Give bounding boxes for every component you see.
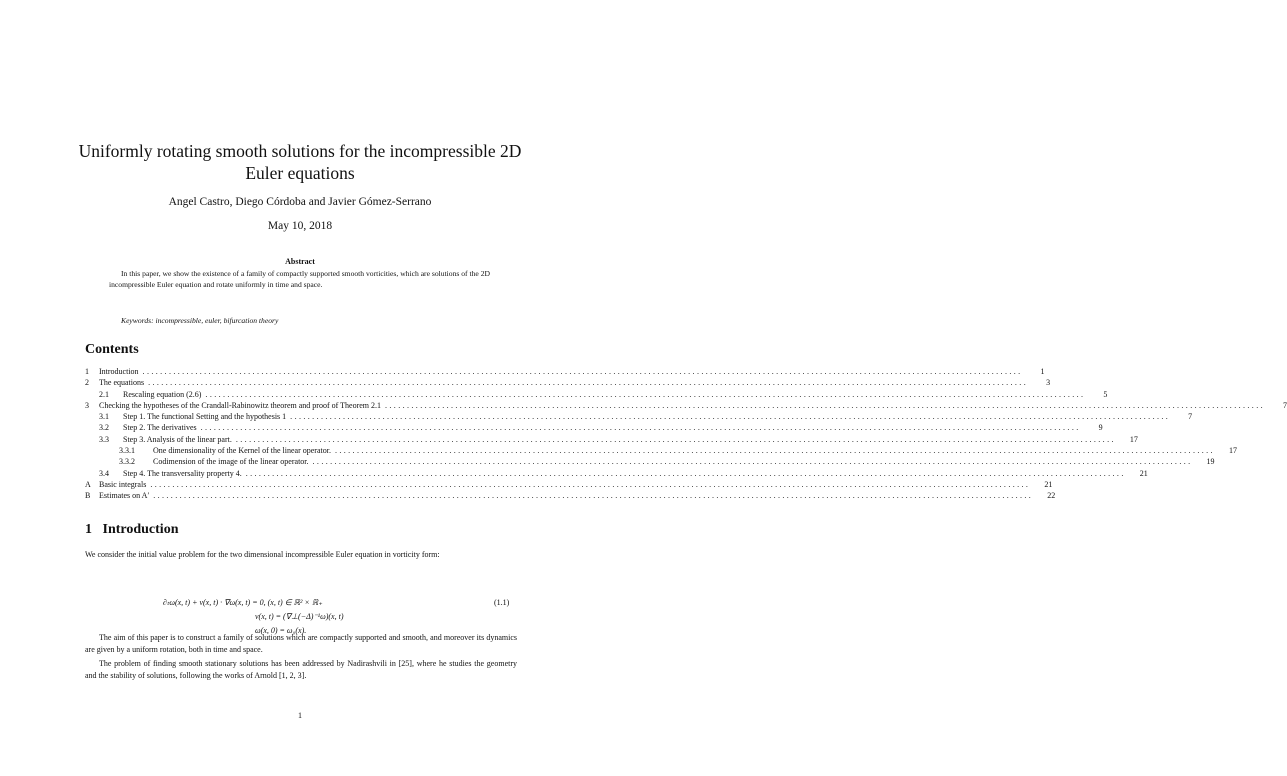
toc-leader-dots: ........................................................................................................................................................................................................ (200, 423, 1081, 433)
section-heading (85, 522, 178, 538)
toc-entry[interactable] (85, 445, 1237, 456)
toc-leader-dots: ........................................................................................................................................................................................................ (148, 378, 1029, 388)
toc-entry-label: Basic integrals (99, 479, 147, 489)
toc-entry-label: Step 2. The derivatives (123, 423, 197, 433)
toc-entry[interactable] (85, 422, 1103, 433)
toc-entry-page: 7 (1188, 412, 1193, 422)
toc-entry-page: 3 (1046, 378, 1051, 388)
toc-entry[interactable] (85, 434, 1138, 445)
toc-entry-label: One dimensionality of the Kernel of the linear operator. (153, 446, 331, 456)
toc-leader-dots: ........................................................................................................................................................................................................ (312, 457, 1193, 467)
toc-entry-number: 3.1 (99, 412, 109, 422)
toc-entry-page: 1 (1040, 367, 1045, 376)
authors: Angel Castro, Diego Córdoba and Javier Gómez-Serrano (168, 196, 432, 208)
toc-entry-number: 3.2 (99, 423, 109, 433)
contents-heading: Contents (85, 342, 139, 357)
toc-entry-page: 17 (1129, 434, 1138, 444)
toc-entry-page: 21 (1139, 468, 1148, 478)
toc-entry[interactable] (85, 411, 1193, 422)
toc-leader-dots: ........................................................................................................................................................................................................ (290, 412, 1171, 422)
toc-entry-page: 7 (1283, 400, 1287, 410)
keywords: Keywords: incompressible, euler, bifurcation theory (121, 316, 279, 325)
toc-entry[interactable] (85, 366, 1045, 377)
toc-entry-number: A (85, 479, 91, 489)
section-title: Introduction (102, 522, 179, 537)
toc-entry-label: Codimension of the image of the linear operator. (153, 457, 309, 467)
intro-paragraph-1: We consider the initial value problem for the two dimensional incompressible Euler equation in vorticity form: (85, 550, 440, 559)
abstract-heading: Abstract (285, 257, 315, 266)
abstract-body: In this paper, we show the existence of a family of compactly supported smooth vorticities, which are solutions of the 2D incompressible Euler equation and rotate uniformly in time and space. (109, 269, 490, 289)
toc-entry-page: 21 (1044, 479, 1053, 489)
toc-leader-dots: ........................................................................................................................................................................................................ (153, 491, 1034, 501)
toc-entry-label: Introduction (99, 367, 139, 376)
toc-entry-number: 3.3 (99, 434, 109, 444)
toc-entry-page: 19 (1206, 457, 1215, 467)
toc-leader-dots: ........................................................................................................................................................................................................ (150, 479, 1031, 489)
toc-leader-dots: ........................................................................................................................................................................................................ (334, 446, 1215, 456)
toc-entry[interactable] (85, 468, 1148, 479)
toc-leader-dots: ........................................................................................................................................................................................................ (235, 434, 1116, 444)
intro-paragraph-3: The problem of finding smooth stationary solutions has been addressed by Nadirashvili in [25], where he studies the geometry and the stability of solutions, following the works of Arnold [1, 2, 3]. (85, 659, 517, 680)
toc-entry-label: Checking the hypotheses of the Crandall-Rabinowitz theorem and proof of Theorem 2.1 (99, 400, 381, 410)
toc-entry[interactable] (85, 456, 1215, 467)
toc-entry-page: 17 (1228, 446, 1237, 456)
toc-entry-number: 3.4 (99, 468, 109, 478)
toc-entry[interactable] (85, 400, 1287, 411)
toc-entry-page: 22 (1047, 491, 1056, 501)
toc-leader-dots: ........................................................................................................................................................................................................ (205, 389, 1086, 399)
toc-entry-number: 3 (85, 400, 89, 410)
equation-line-3: ω(x, 0) = ω₀(x). (255, 626, 307, 635)
toc-entry-label: Estimates on A′ (99, 491, 150, 501)
toc-entry-number: 2.1 (99, 389, 109, 399)
toc-leader-dots: ........................................................................................................................................................................................................ (245, 468, 1126, 478)
toc-entry-label: Rescaling equation (2.6) (123, 389, 202, 399)
equation-number: (1.1) (494, 598, 510, 607)
toc-entry-number: B (85, 491, 91, 501)
table-of-contents (85, 366, 1287, 502)
page-number: 1 (298, 711, 302, 720)
toc-entry[interactable] (85, 377, 1051, 388)
toc-entry-number: 2 (85, 378, 89, 388)
equation-line-1: ∂ₜω(x, t) + v(x, t) · ∇ω(x, t) = 0, (x, t) ∈ ℝ² × ℝ₊ (163, 598, 323, 607)
toc-entry-page: 9 (1098, 423, 1103, 433)
equation-line-2: v(x, t) = (∇⊥(−Δ)⁻¹ω)(x, t) (255, 612, 344, 621)
toc-entry[interactable] (85, 479, 1053, 490)
toc-entry-number: 1 (85, 367, 89, 376)
toc-entry-label: Step 4. The transversality property 4. (123, 468, 242, 478)
toc-entry-number: 3.3.2 (119, 457, 135, 467)
intro-paragraph-2: The aim of this paper is to construct a family of solutions which are compactly supported and smooth, and moreover its dynamics are given by a uniform rotation, both in time and space. (85, 633, 517, 654)
toc-entry[interactable] (85, 490, 1056, 501)
toc-entry[interactable] (85, 389, 1108, 400)
toc-entry-label: Step 1. The functional Setting and the hypothesis 1 (123, 412, 287, 422)
toc-entry-number: 3.3.1 (119, 446, 135, 456)
toc-entry-page: 5 (1103, 389, 1108, 399)
toc-leader-dots: ........................................................................................................................................................................................................ (385, 400, 1265, 410)
toc-entry-label: The equations (99, 378, 145, 388)
toc-entry-label: Step 3. Analysis of the linear part. (123, 434, 232, 444)
toc-leader-dots: ........................................................................................................................................................................................................ (142, 367, 1023, 376)
paper-title: Uniformly rotating smooth solutions for the incompressible 2D Euler equations (78, 141, 522, 183)
section-number: 1 (85, 522, 92, 537)
date: May 10, 2018 (267, 220, 333, 232)
